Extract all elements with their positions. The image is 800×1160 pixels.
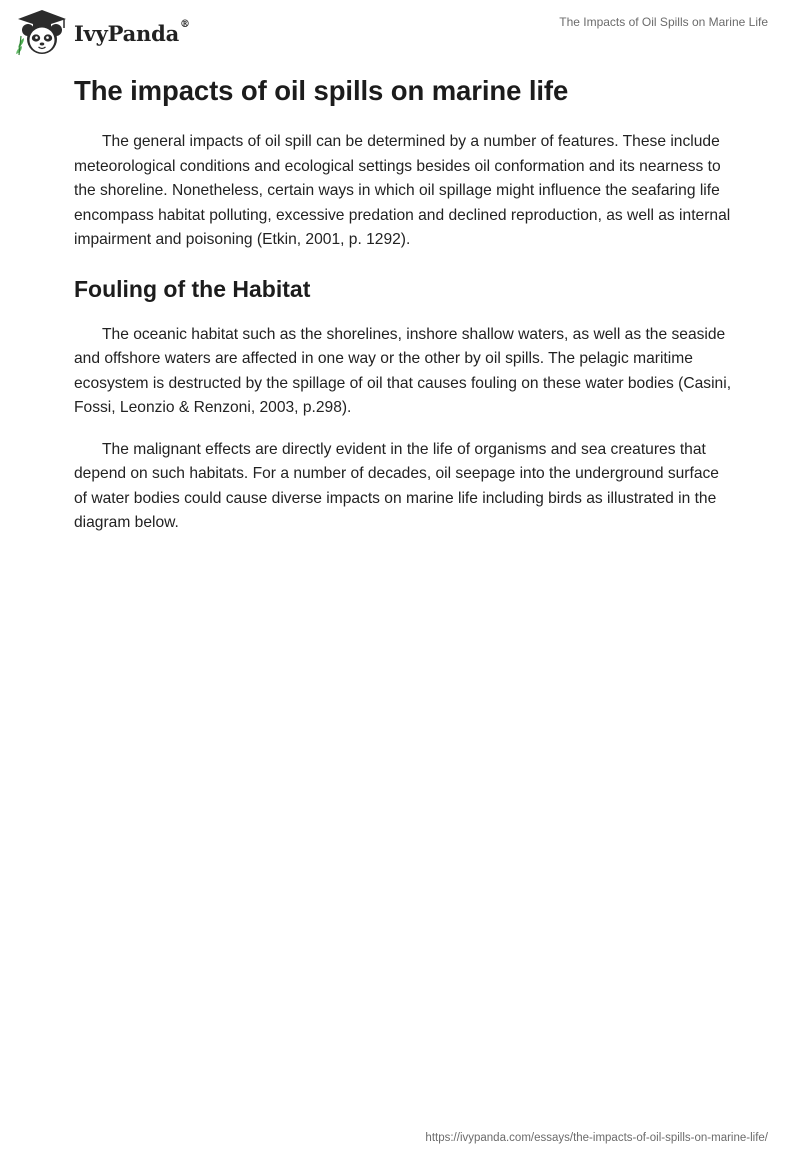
article-title: The impacts of oil spills on marine life xyxy=(74,75,569,106)
section-paragraph-1: The oceanic habitat such as the shorelines, inshore shallow waters, as well as the seaside and offshore waters are affected in one way or the other by oil spills. The pelagic maritime ecosystem is destructed by the spillage of oil that causes fouling on these water bodies (Casini, Fossi, Leonzio & Renzoni, 2003, p.298). xyxy=(74,325,732,416)
page-header xyxy=(0,0,800,60)
article-body xyxy=(74,72,734,536)
intro-paragraph: The general impacts of oil spill can be determined by a number of features. These include meteorological conditions and ecological settings besides oil conformation and its nearness to the shoreline. Nonetheless, certain ways in which oil spillage might influence the seafaring life encompass habitat polluting, excessive predation and declined reproduction, as well as internal impairment and poisoning (Etkin, 2001, p. 1292). xyxy=(74,133,731,248)
source-url[interactable]: https://ivypanda.com/essays/the-impacts-of-oil-spills-on-marine-life/ xyxy=(425,1132,768,1144)
section-paragraph-2: The malignant effects are directly evident in the life of organisms and sea creatures that depend on such habitats. For a number of decades, oil seepage into the underground surface of water bodies could cause diverse impacts on marine life including birds as illustrated in the diagram below. xyxy=(74,440,719,531)
registered-mark: ® xyxy=(180,18,190,30)
panda-graduate-icon xyxy=(14,8,70,56)
brand-name: IvyPanda® xyxy=(74,18,190,46)
section-heading: Fouling of the Habitat xyxy=(74,275,311,302)
running-title: The Impacts of Oil Spills on Marine Life xyxy=(559,15,768,29)
site-logo[interactable] xyxy=(14,8,190,56)
